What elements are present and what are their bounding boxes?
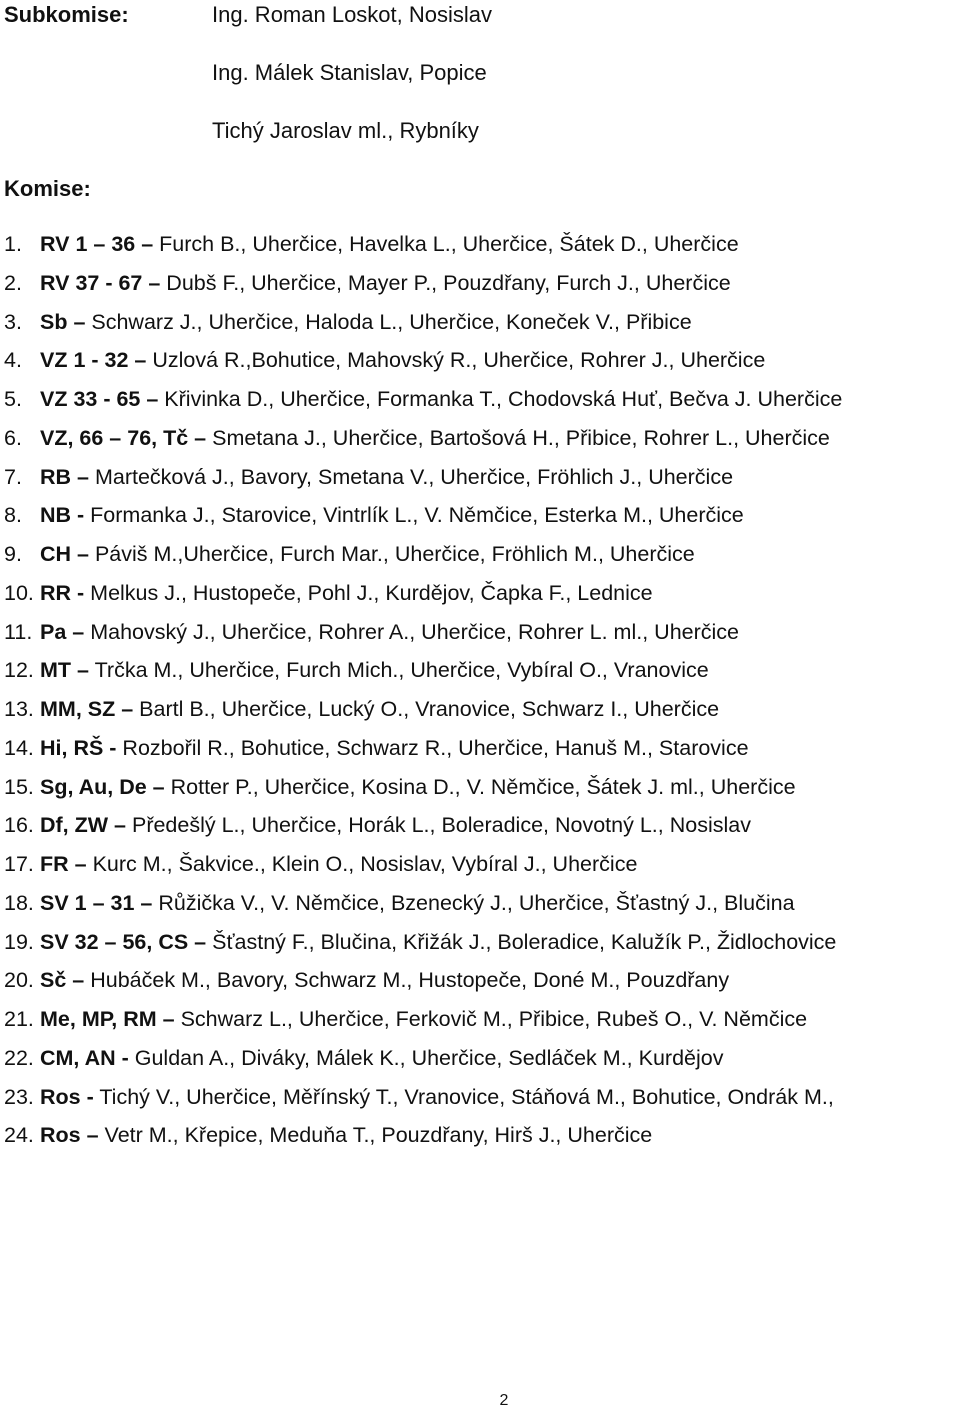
item-number: 24. (4, 1123, 34, 1148)
item-number: 5. (4, 387, 22, 411)
item-body (40, 615, 739, 649)
item-body (40, 925, 836, 959)
item-number: 21. (4, 1007, 34, 1031)
item-code: RB – (40, 464, 89, 489)
subkomise-member: Ing. Málek Stanislav, Popice (212, 60, 487, 85)
item-code: Df, ZW – (40, 813, 126, 838)
item-body (40, 460, 733, 494)
item-code: MM, SZ – (40, 697, 134, 721)
item-code: VZ 1 - 32 – (40, 348, 147, 373)
item-number: 7. (4, 464, 22, 489)
item-number: 17. (4, 852, 34, 876)
subkomise-heading: Subkomise: (4, 2, 129, 27)
item-body (40, 498, 744, 532)
page-number: 2 (499, 1392, 509, 1409)
item-code: RV 1 – 36 – (40, 232, 154, 256)
item-number: 10. (4, 580, 34, 605)
item-code: Sb – (40, 309, 86, 334)
item-members: Uzlová R.,Bohutice, Mahovský R., Uherčice, Rohrer J., Uherčice (146, 348, 766, 373)
komise-heading: Komise: (4, 176, 91, 201)
item-body (40, 421, 830, 455)
item-code: RV 37 - 67 – (40, 270, 161, 295)
item-members: Rotter P., Uherčice, Kosina D., V. Němčice, Šátek J. ml., Uherčice (164, 774, 796, 799)
item-code: Me, MP, RM – (40, 1007, 175, 1031)
item-members: Hubáček M., Bavory, Schwarz M., Hustopeče, Doné M., Pouzdřany (84, 968, 730, 993)
item-body (40, 576, 653, 610)
item-code: VZ 33 - 65 – (40, 387, 159, 411)
item-number: 13. (4, 697, 34, 721)
item-code: Ros – (40, 1123, 99, 1148)
item-members: Melkus J., Hustopeče, Pohl J., Kurdějov, Čapka F., Lednice (84, 580, 653, 605)
item-number: 8. (4, 503, 22, 528)
item-members: Tichý V., Uherčice, Měřínský T., Vranovice, Stáňová M., Bohutice, Ondrák M., (93, 1084, 834, 1109)
item-members: Křivinka D., Uherčice, Formanka T., Chodovská Huť, Bečva J. Uherčice (158, 387, 843, 411)
item-code: Ros - (40, 1084, 94, 1109)
item-code: RR - (40, 580, 85, 605)
item-code: SV 1 – 31 – (40, 890, 153, 915)
item-members: Páviš M.,Uherčice, Furch Mar., Uherčice, Fröhlich M., Uherčice (88, 542, 695, 566)
item-body (40, 770, 796, 804)
subkomise-member: Tichý Jaroslav ml., Rybníky (212, 118, 479, 143)
item-body (40, 1080, 834, 1114)
item-code: Sč – (40, 968, 85, 993)
item-members: Trčka M., Uherčice, Furch Mich., Uherčice, Vybíral O., Vranovice (88, 658, 709, 683)
item-members: Bartl B., Uherčice, Lucký O., Vranovice, Schwarz I., Uherčice (133, 697, 720, 721)
item-body (40, 266, 731, 300)
item-code: Sg, Au, De – (40, 774, 165, 799)
item-members: Schwarz J., Uherčice, Haloda L., Uherčice, Koneček V., Přibice (85, 309, 692, 334)
item-code: MT – (40, 658, 89, 683)
item-members: Furch B., Uherčice, Havelka L., Uherčice, Šátek D., Uherčice (153, 232, 739, 256)
item-number: 14. (4, 735, 34, 760)
item-number: 2. (4, 270, 22, 295)
item-number: 4. (4, 348, 22, 373)
item-number: 20. (4, 968, 34, 993)
item-number: 18. (4, 890, 34, 915)
item-members: Formanka J., Starovice, Vintrlík L., V. Němčice, Esterka M., Uherčice (84, 503, 744, 528)
item-number: 12. (4, 658, 34, 683)
item-number: 23. (4, 1084, 34, 1109)
item-body (40, 808, 751, 842)
item-members: Mahovský J., Uherčice, Rohrer A., Uherčice, Rohrer L. ml., Uherčice (84, 619, 739, 644)
item-members: Šťastný F., Blučina, Křižák J., Boleradice, Kalužík P., Židlochovice (206, 929, 837, 954)
item-code: SV 32 – 56, CS – (40, 929, 207, 954)
item-code: FR – (40, 852, 87, 876)
item-members: Martečková J., Bavory, Smetana V., Uherčice, Fröhlich J., Uherčice (88, 464, 734, 489)
item-body (40, 847, 637, 881)
item-body (40, 227, 739, 261)
item-body (40, 343, 765, 377)
item-code: CM, AN - (40, 1045, 129, 1070)
item-members: Předešlý L., Uherčice, Horák L., Boleradice, Novotný L., Nosislav (126, 813, 751, 838)
item-number: 1. (4, 232, 22, 256)
subkomise-member: Ing. Roman Loskot, Nosislav (212, 2, 493, 27)
item-body (40, 1118, 652, 1152)
item-body (40, 692, 719, 726)
item-number: 15. (4, 774, 34, 799)
item-members: Dubš F., Uherčice, Mayer P., Pouzdřany, Furch J., Uherčice (160, 270, 731, 295)
item-code: CH – (40, 542, 89, 566)
item-body (40, 963, 729, 997)
item-number: 16. (4, 813, 34, 838)
item-body (40, 886, 795, 920)
item-code: Hi, RŠ - (40, 735, 117, 760)
item-number: 19. (4, 929, 34, 954)
item-code: Pa – (40, 619, 85, 644)
item-body (40, 653, 709, 687)
item-number: 6. (4, 425, 22, 450)
item-code: NB - (40, 503, 85, 528)
item-number: 22. (4, 1045, 34, 1070)
item-body (40, 537, 695, 571)
item-members: Rozbořil R., Bohutice, Schwarz R., Uherčice, Hanuš M., Starovice (116, 735, 749, 760)
item-members: Guldan A., Diváky, Málek K., Uherčice, Sedláček M., Kurdějov (128, 1045, 724, 1070)
item-members: Kurc M., Šakvice., Klein O., Nosislav, Vybíral J., Uherčice (86, 852, 638, 876)
item-body (40, 731, 749, 765)
item-body (40, 1002, 807, 1036)
item-number: 11. (4, 619, 33, 644)
item-body (40, 305, 692, 339)
item-number: 9. (4, 542, 22, 566)
item-members: Růžička V., V. Němčice, Bzenecký J., Uherčice, Šťastný J., Blučina (152, 890, 795, 915)
item-members: Vetr M., Křepice, Meduňa T., Pouzdřany, Hirš J., Uherčice (98, 1123, 653, 1148)
item-body (40, 382, 842, 416)
item-members: Smetana J., Uherčice, Bartošová H., Přibice, Rohrer L., Uherčice (206, 425, 830, 450)
item-number: 3. (4, 309, 22, 334)
item-members: Schwarz L., Uherčice, Ferkovič M., Přibice, Rubeš O., V. Němčice (174, 1007, 808, 1031)
item-code: VZ, 66 – 76, Tč – (40, 425, 207, 450)
item-body (40, 1041, 723, 1075)
